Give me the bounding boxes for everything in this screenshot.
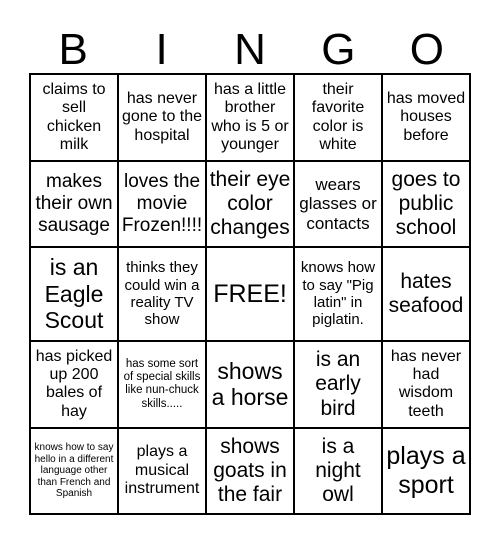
bingo-cell[interactable]: thinks they could win a reality TV show xyxy=(118,247,206,341)
board-row-2 xyxy=(30,161,470,247)
bingo-board xyxy=(29,73,471,515)
bingo-cell[interactable]: has some sort of special skills like nun-chuck skills..... xyxy=(118,341,206,428)
header-letter-g: G xyxy=(321,25,356,74)
bingo-cell[interactable]: their eye color changes xyxy=(206,161,294,247)
header-letter-b: B xyxy=(58,25,88,74)
board-row-1 xyxy=(30,74,470,161)
bingo-cell[interactable]: loves the movie Frozen!!!! xyxy=(118,161,206,247)
bingo-cell[interactable]: hates seafood xyxy=(382,247,470,341)
bingo-cell[interactable]: has moved houses before xyxy=(382,74,470,161)
bingo-cell[interactable]: shows goats in the fair xyxy=(206,428,294,514)
bingo-cell[interactable]: has never had wisdom teeth xyxy=(382,341,470,428)
bingo-cell[interactable]: makes their own sausage xyxy=(30,161,118,247)
free-space[interactable]: FREE! xyxy=(206,247,294,341)
bingo-cell[interactable]: plays a sport xyxy=(382,428,470,514)
bingo-cell[interactable]: has never gone to the hospital xyxy=(118,74,206,161)
header-letter-i: I xyxy=(155,25,168,74)
bingo-header xyxy=(29,26,471,74)
bingo-cell[interactable]: goes to public school xyxy=(382,161,470,247)
bingo-cell[interactable]: knows how to say hello in a different language other than French and Spanish xyxy=(30,428,118,514)
bingo-cell[interactable]: is a night owl xyxy=(294,428,382,514)
bingo-cell[interactable]: wears glasses or contacts xyxy=(294,161,382,247)
board-row-3 xyxy=(30,247,470,341)
bingo-cell[interactable]: claims to sell chicken milk xyxy=(30,74,118,161)
bingo-cell[interactable]: has picked up 200 bales of hay xyxy=(30,341,118,428)
bingo-cell[interactable]: has a little brother who is 5 or younger xyxy=(206,74,294,161)
bingo-cell[interactable]: is an Eagle Scout xyxy=(30,247,118,341)
header-letter-o: O xyxy=(409,25,444,74)
header-letter-n: N xyxy=(234,25,266,74)
board-row-5 xyxy=(30,428,470,514)
bingo-cell[interactable]: is an early bird xyxy=(294,341,382,428)
bingo-cell[interactable]: their favorite color is white xyxy=(294,74,382,161)
bingo-cell[interactable]: shows a horse xyxy=(206,341,294,428)
bingo-cell[interactable]: knows how to say "Pig latin" in piglatin. xyxy=(294,247,382,341)
bingo-cell[interactable]: plays a musical instrument xyxy=(118,428,206,514)
board-row-4 xyxy=(30,341,470,428)
